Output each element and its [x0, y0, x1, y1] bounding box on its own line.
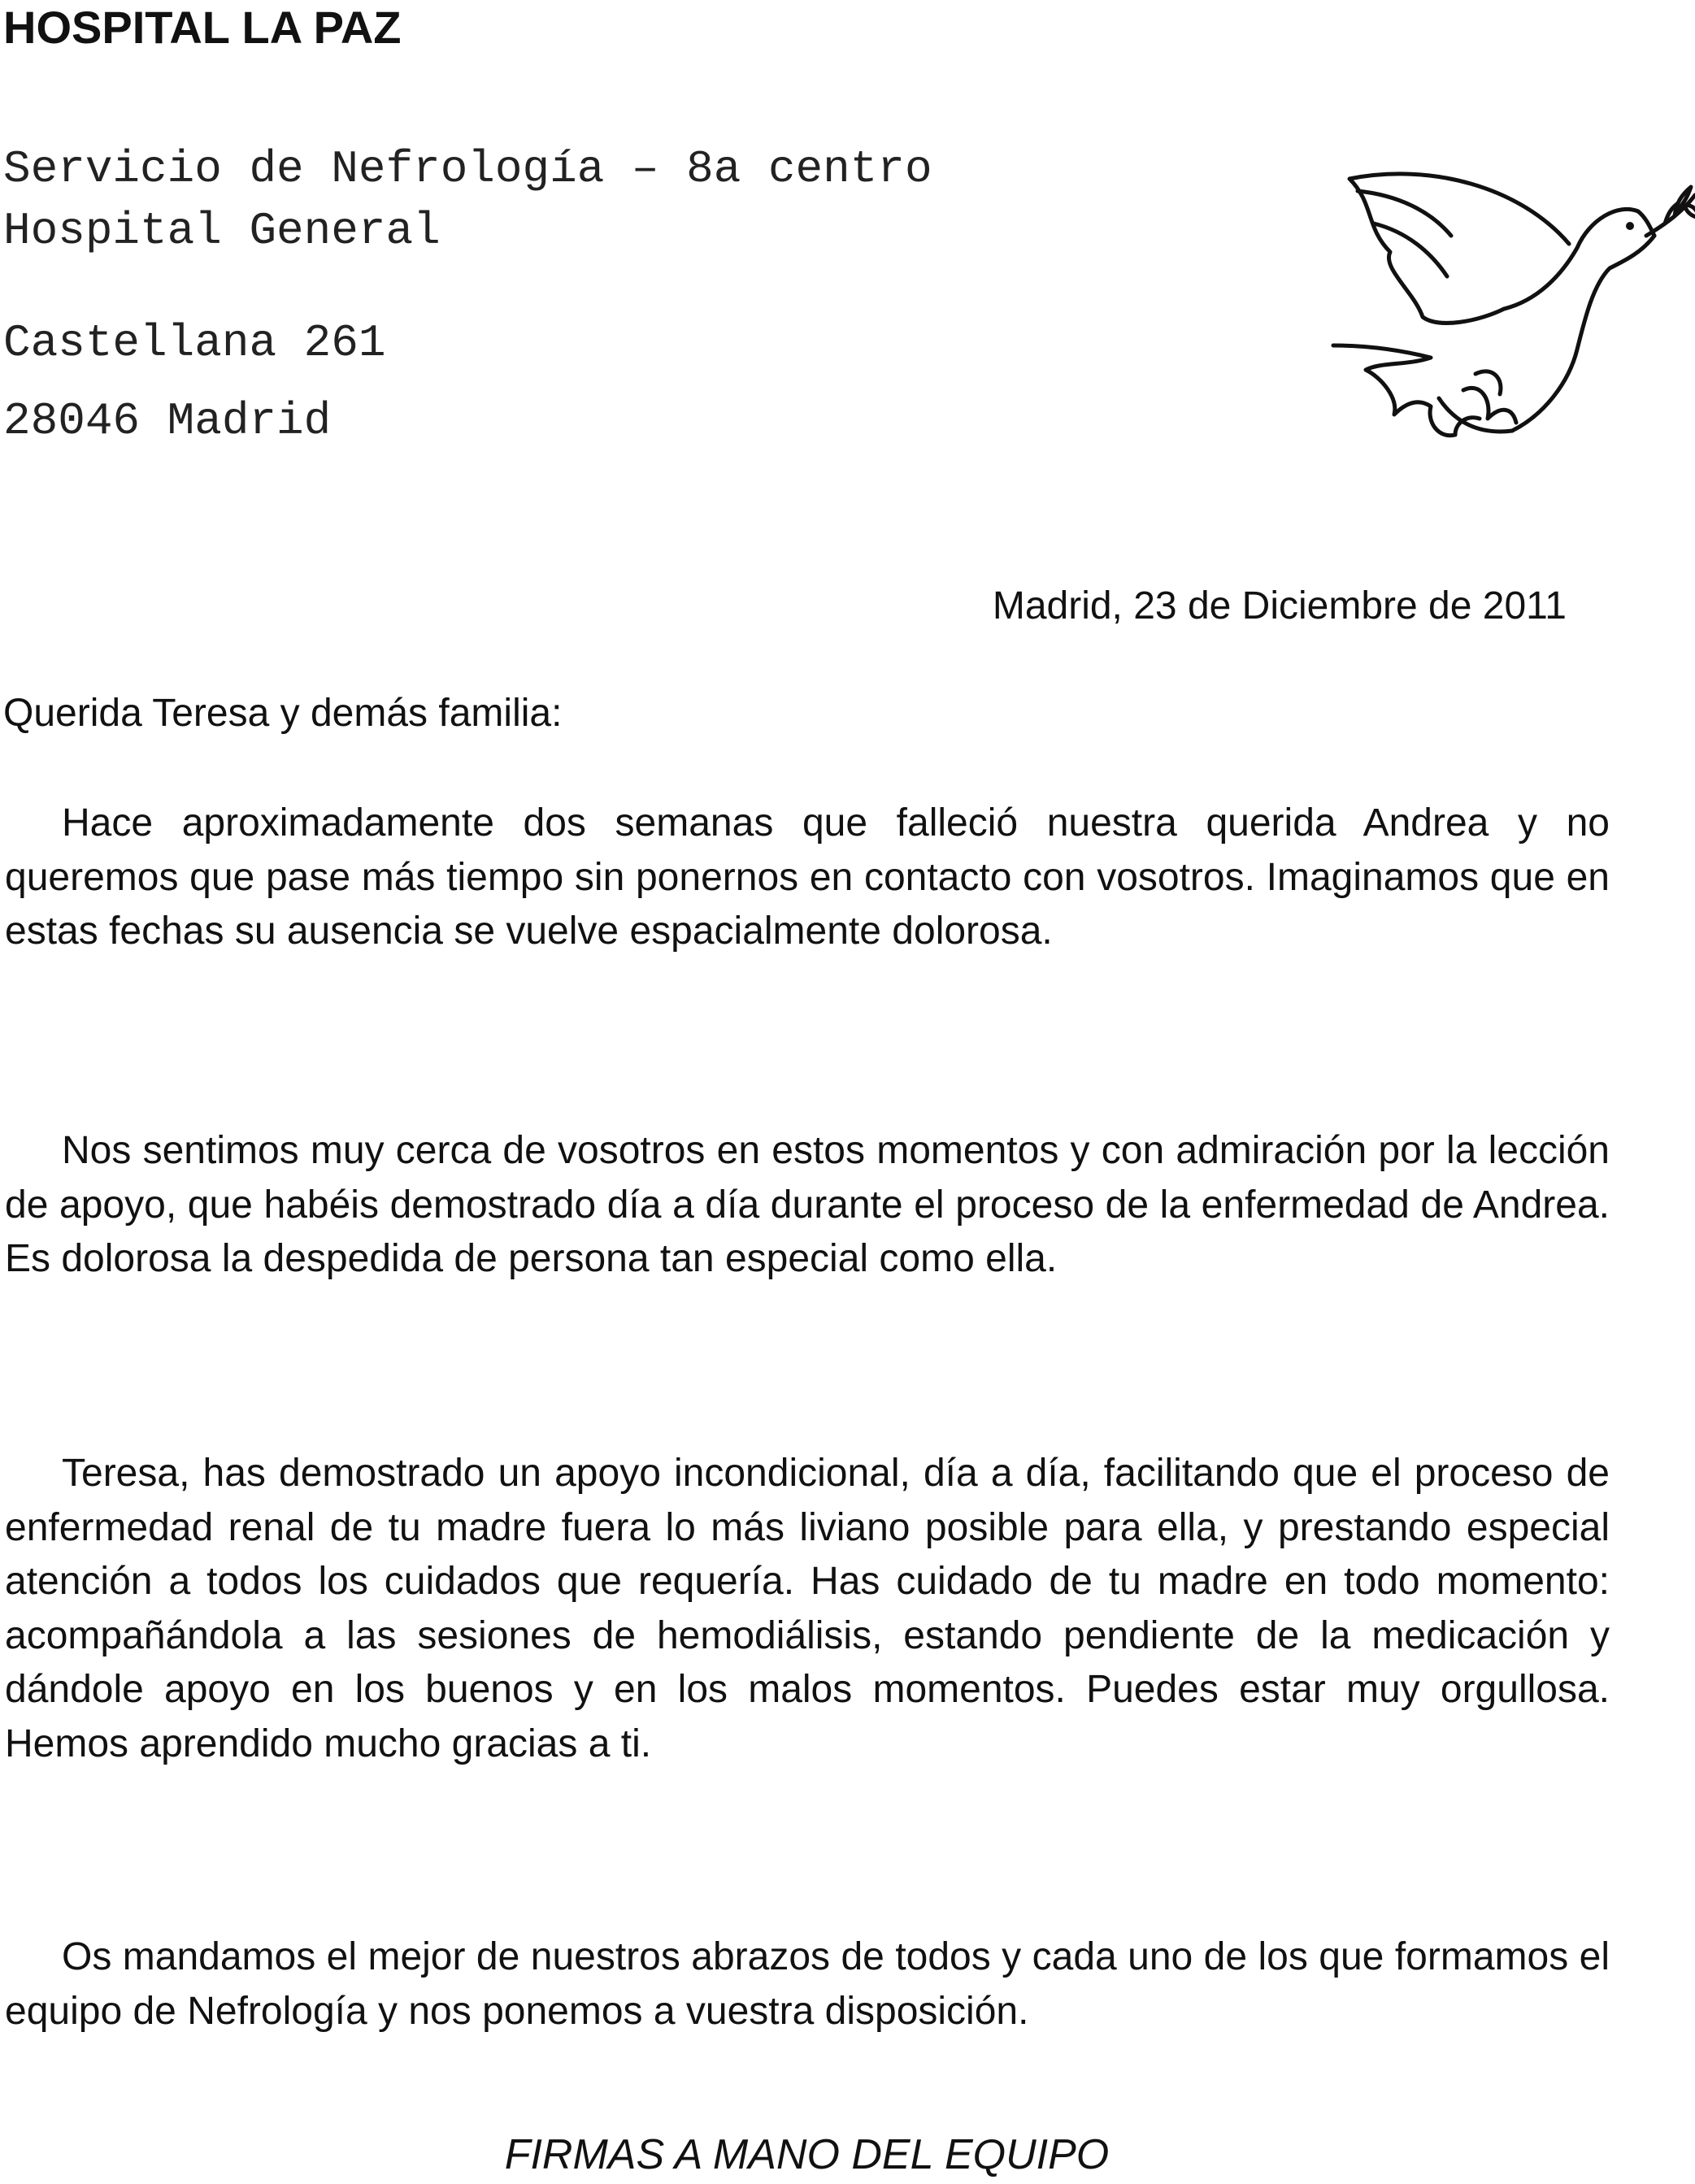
address-line-building: Hospital General: [3, 205, 441, 257]
letter-salutation: Querida Teresa y demás familia:: [3, 692, 563, 735]
address-line-street: Castellana 261: [3, 317, 386, 369]
signature-placeholder-note: FIRMAS A MANO DEL EQUIPO: [504, 2131, 1110, 2178]
address-line-city: 28046 Madrid: [3, 395, 332, 447]
letter-paragraph-2: Nos sentimos muy cerca de vosotros en estos momentos y con admiración por la lección de apoyo, que habéis demostrado día a día durante el proceso de la enfermedad de Andrea. Es dolorosa la despedida de persona tan especial como ella.: [5, 1129, 1610, 1280]
letter-paragraph-3: Teresa, has demostrado un apoyo incondicional, día a día, facilitando que el proceso de enfermedad renal de tu madre fuera lo más liviano posible para ella, y prestando especial atención a todos los cuidados que requería. Has cuidado de tu madre en todo momento: acompañándola a las sesiones de hemodiálisis, estando pendiente de la medicación y dándole apoyo en los buenos y en los malos momentos. Puedes estar muy orgullosa. Hemos aprendido mucho gracias a ti.: [5, 1452, 1610, 1765]
letter-date: Madrid, 23 de Diciembre de 2011: [992, 584, 1567, 627]
letter-paragraph-4: Os mandamos el mejor de nuestros abrazos de todos y cada uno de los que formamos el equipo de Nefrología y nos ponemos a vuestra disposición.: [5, 1935, 1610, 2033]
dove-with-olive-branch-icon: [1317, 154, 1695, 471]
hospital-name: HOSPITAL LA PAZ: [3, 2, 402, 53]
letter-paragraph-1: Hace aproximadamente dos semanas que falleció nuestra querida Andrea y no queremos que pase más tiempo sin ponernos en contacto con vosotros. Imaginamos que en estas fechas su ausencia se vuelve espacialmente dolorosa.: [5, 801, 1610, 953]
address-line-service: Servicio de Nefrología – 8a centro: [3, 143, 932, 195]
